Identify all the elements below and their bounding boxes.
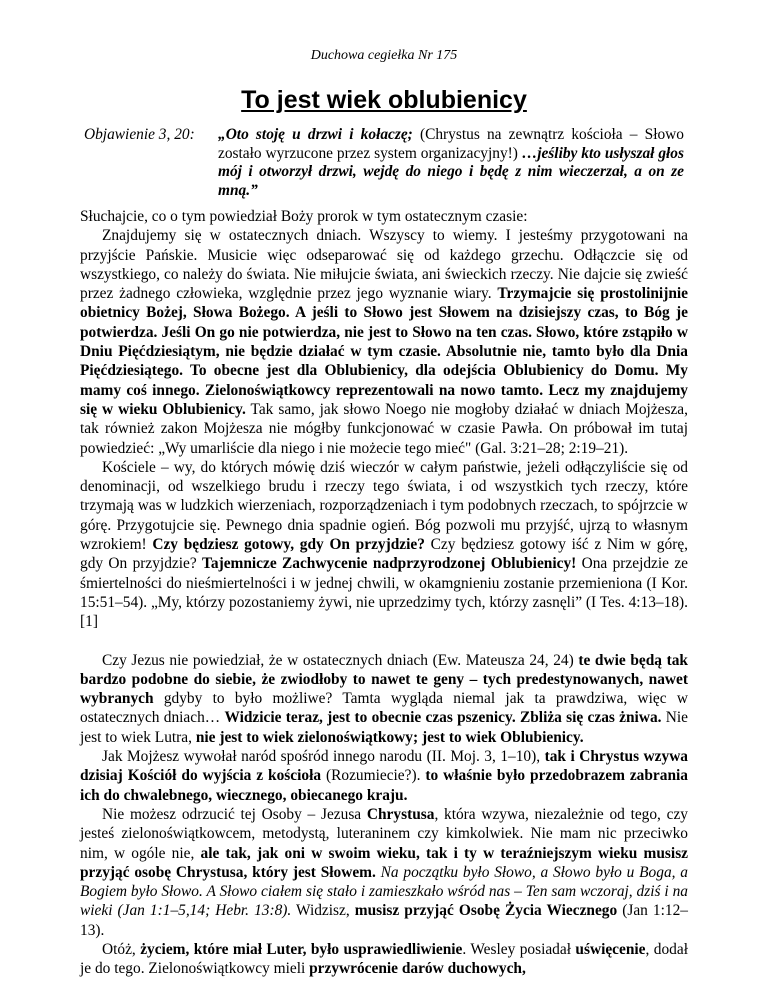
text-run: , która wzywa, niezależnie od tego, czy jesteś zielonoświątkowcem, metodystą, luteraninem czy kimkolwiek. Nie mam nic przeciwko nim, w ogóle nie, — [80, 805, 688, 862]
text-run: Jak Mojżesz wywołał naród spośród innego narodu (II. Moj. 3, 1–10), — [102, 748, 545, 766]
text-run: Nie możesz odrzucić tej Osoby – Jezusa — [102, 805, 367, 823]
paragraph — [80, 940, 688, 979]
text-run: Ona przejdzie ze śmiertelności do nieśmiertelności i w jednej chwili, w okamgnieniu zostanie przemieniona (I Kor. 15:51–54). „My, którzy pozostaniemy żywi, nie uprzedzimy tych, którzy zasnęli” (I Tes. 4:13–18). [1] — [80, 555, 688, 631]
text-run: Czy będziesz gotowy iść z Nim w górę, gdy On przyjdzie? — [80, 536, 689, 573]
text-run: (Rozumiecie?). — [321, 767, 426, 785]
page-title: To jest wiek oblubienicy — [241, 86, 527, 114]
text-run: , dodał je do tego. Zielonoświątkowcy mieli — [80, 940, 688, 978]
text-run: Nie jest to wiek Lutra, — [80, 709, 689, 746]
paragraph — [80, 458, 688, 632]
bold-text: życiem, które miał Luter, było usprawiedliwienie — [140, 940, 463, 958]
text-run: gdyby to było możliwe? Tamta wygląda niemal jak ta prawdziwa, więc w ostatecznych dniach… — [80, 690, 688, 727]
verse-reference: Objawienie 3, 20: — [84, 126, 195, 143]
scripture-quote — [84, 126, 684, 200]
bold-text: Trzymajcie się prostolinijnie obietnicy Bożej, Słowa Bożego. A jeśli to Słowo jest Słowem na dzisiejszy czas, to Bóg je potwierdza. Jeśli On go nie potwierdza, nie jest to Słowo na ten czas. Słowo, które zstąpiło w Dniu Pięćdziesiątym, nie będzie działać w tym czasie. Absolutnie nie, tamto było dla Dnia Pięćdziesiątego. To obecne jest dla Oblubienicy, dla odejścia Oblubienicy do Domu. My mamy coś innego. Zielonoświątkowcy reprezentowali na nowo tamto. Lecz my znajdujemy się w wieku Oblubienicy. — [80, 285, 688, 418]
bold-text: ale tak, jak oni w swoim wieku, tak i ty w teraźniejszym wieku musisz przyjąć osobę Chrystusa, który jest Słowem. — [80, 844, 689, 881]
bold-text: uświęcenie — [575, 940, 646, 958]
paragraph — [80, 651, 688, 747]
bold-text: tak i Chrystus wzywa dzisiaj Kościół do wyjścia z kościoła — [80, 748, 689, 785]
text-run: . Wesley posiadał — [462, 940, 576, 958]
text-run: Otóż, — [102, 940, 141, 958]
paragraph — [80, 747, 688, 805]
bold-text: nie jest to wiek zielonoświątkowy; jest to wiek Oblubienicy. — [195, 728, 584, 746]
verse-quote-rest: …jeśliby kto usłyszał głos mój i otworzył drzwi, wejdę do niego i będę z nim wieczerzał, a on ze mną.” — [218, 144, 684, 199]
bold-text: Tajemnicze Zachwycenie nadprzyrodzonej Oblubienicy! — [202, 555, 577, 573]
italic-text: Na początku było Słowo, a Słowo było u Boga, a Bogiem było Słowo. A Słowo ciałem się stało i zamieszkało wśród nas – Ten sam wczoraj, dziś i na wieki (Jan 1:1–5,14; Hebr. 13:8). — [80, 863, 688, 920]
body-text — [80, 207, 688, 979]
paragraph — [80, 805, 688, 940]
text-run: Widzisz, — [291, 902, 355, 920]
bold-text: Widzicie teraz, jest to obecnie czas pszenicy. Zbliża się czas żniwa. — [224, 709, 662, 727]
text-run: Znajdujemy się w ostatecznych dniach. Wszyscy to wiemy. I jesteśmy przygotowani na przyjście Pańskie. Musicie więc odseparować się od każdego grzechu. Odłączcie się od wszystkiego, co należy do świata. Nie miłujcie świata, ani świeckich rzeczy. Nie dajcie się zwieść przez żadnego człowieka, względnie przez jego wyznanie wiary. — [80, 227, 688, 303]
verse-quote-open: „Oto stoję u drzwi i kołaczę; — [218, 126, 413, 143]
page-header: Duchowa cegiełka Nr 175 — [310, 48, 458, 63]
bold-text: Chrystusa — [366, 805, 435, 823]
paragraph — [80, 226, 688, 458]
verse-text — [218, 126, 684, 200]
text-run: Czy Jezus nie powiedział, że w ostatecznych dniach (Ew. Mateusza 24, 24) — [102, 651, 579, 669]
text-run: Kościele – wy, do których mówię dziś wieczór w całym państwie, jeżeli odłączyliście się od denominacji, od wszelkiego brudu i rzeczy tego świata, i od wszystkich tych rzeczy, które trzymają was w ludzkich wierzeniach, rozporządzeniach i tym podobnych rzeczach, to spójrzcie w górę. Przygotujcie się. Pewnego dnia spadnie ogień. Bóg pozwoli mu przyjść, ujrzą to własnym wzrokiem! — [80, 458, 688, 554]
bold-text: przywrócenie darów duchowych, — [309, 960, 526, 978]
text-run: Słuchajcie, co o tym powiedział Boży prorok w tym ostatecznym czasie: — [80, 208, 528, 225]
bold-text: te dwie będą tak bardzo podobne do siebie, że zwiodłoby to nawet te geny – tych predestynowanych, nawet wybranych — [80, 651, 688, 708]
verse-note: (Chrystus na zewnątrz kościoła – Słowo zostało wyrzucone przez system organizacyjny!) — [218, 126, 684, 162]
bold-text: Czy będziesz gotowy, gdy On przyjdzie? — [152, 536, 425, 554]
text-run: (Jan 1:12–13). — [80, 902, 688, 939]
bold-text: to właśnie było przedobrazem zabrania ich do chwalebnego, wiecznego, obiecanego kraju. — [80, 767, 688, 804]
text-run: Tak samo, jak słowo Noego nie mogłoby działać w dniach Mojżesza, tak również zakon Mojżesza nie mógłby funkcjonować w czasie Pawła. On próbował im tutaj powiedzieć: „Wy umarliście dla niego i nie możecie tego mieć" (Gal. 3:21–28; 2:19–21). — [80, 400, 688, 457]
paragraph — [80, 207, 688, 226]
bold-text: musisz przyjąć Osobę Życia Wiecznego — [354, 902, 618, 920]
